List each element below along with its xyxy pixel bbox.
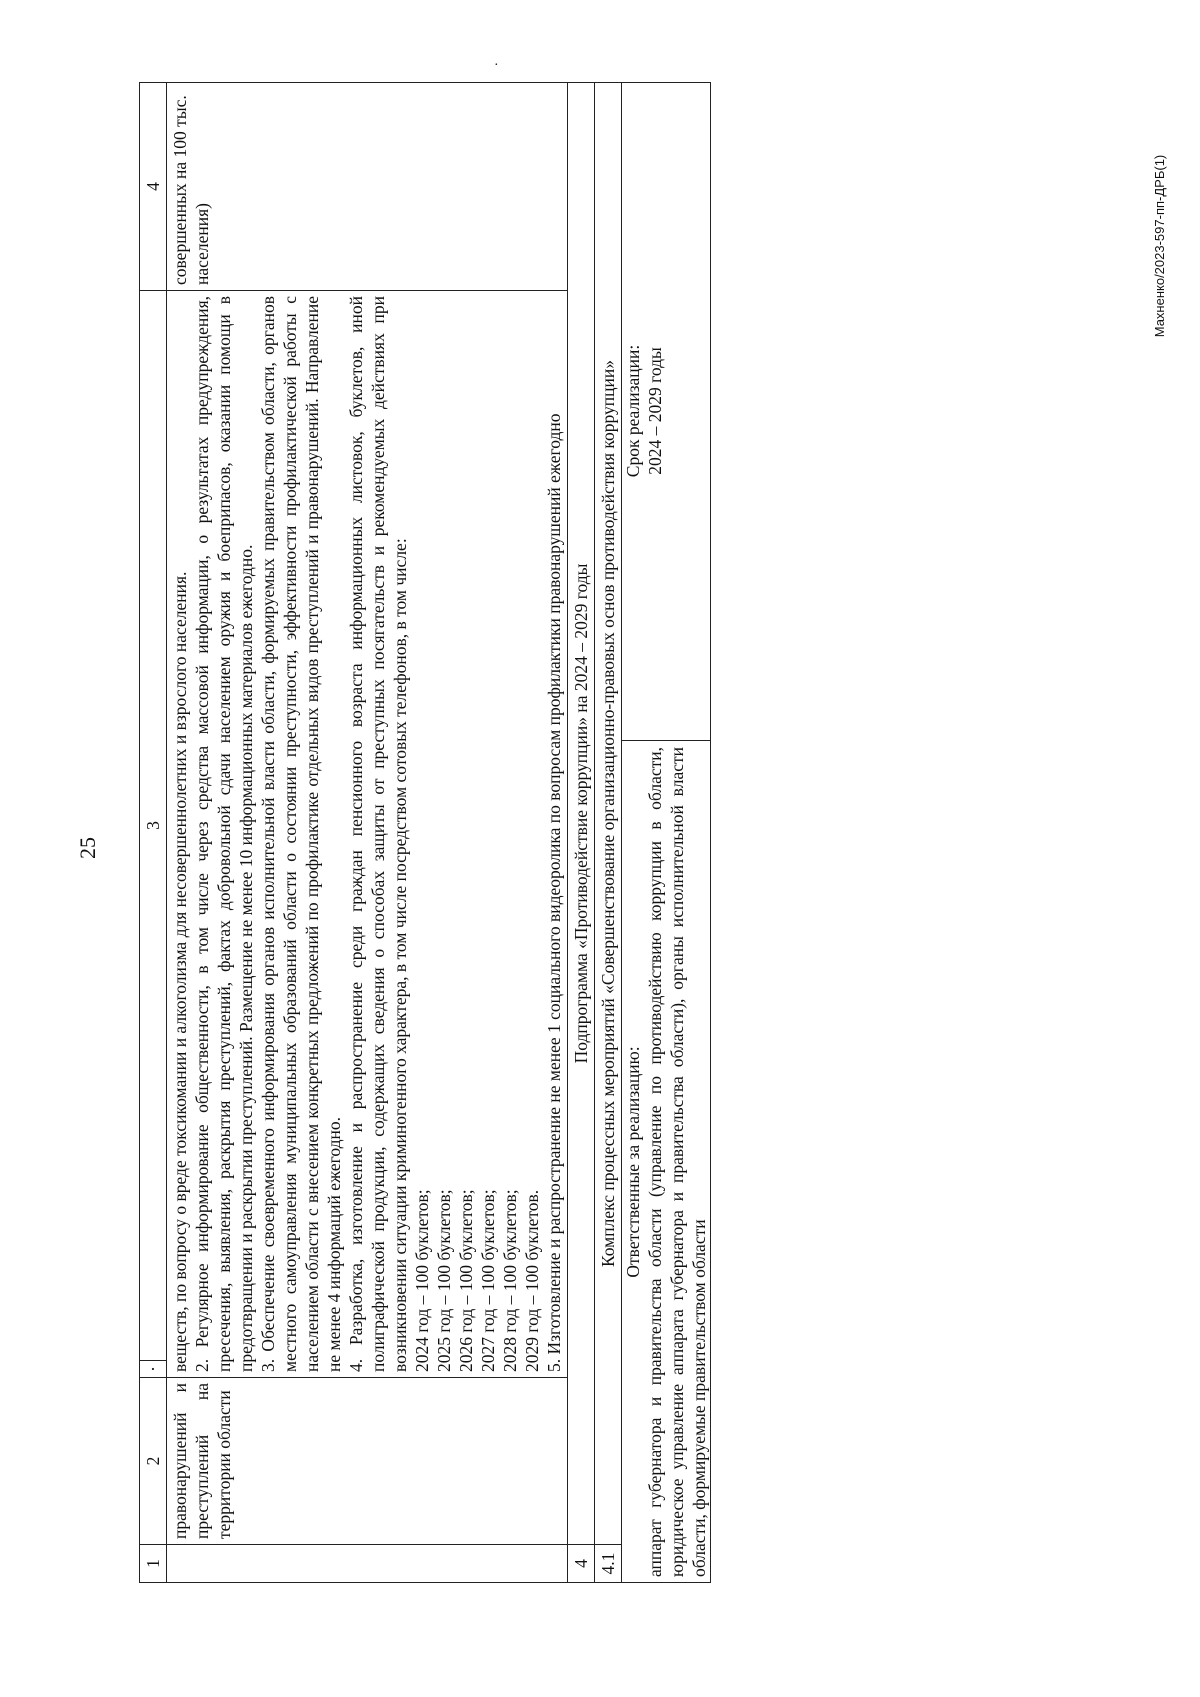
header-col-3: 3 <box>140 291 167 1361</box>
rotated-page <box>139 83 1069 1583</box>
header-col-2: 2 <box>140 1378 167 1545</box>
measure-paragraph: 4. Разработка, изготовление и распространение среди граждан пенсионного возраста информационных листовок, буклетов, иной полиграфической продукции, содержащих сведения о способах защиты от преступных посягательств и рекомендуемых действиях при возникновении ситуации криминогенного характера, в том числе посредством сотовых телефонов, в том числе: <box>346 296 410 1372</box>
header-col-4: 4 <box>140 83 167 291</box>
scan-dot: · <box>494 58 499 73</box>
cell-measures <box>167 291 568 1378</box>
subprogram-row <box>568 83 595 1583</box>
responsible-text: аппарат губернатора и правительства области (управление по противодействию коррупции в области, юридическое управление аппарата губернатора и правительства области), органы исполнительной власти области, формируемые правительством области <box>645 747 709 1577</box>
year-line: 2026 год – 100 буклетов; <box>456 1189 476 1372</box>
year-line: 2027 год – 100 буклетов; <box>478 1189 498 1372</box>
complex-title: Комплекс процессных мероприятий «Совершенствование организационно-правовых основ противодействия коррупции» <box>595 83 622 1545</box>
responsible-row <box>622 83 711 1583</box>
complex-number: 4.1 <box>595 1545 622 1583</box>
page-number: 25 <box>75 837 100 859</box>
table-row <box>167 83 568 1583</box>
subprogram-number: 4 <box>568 1545 595 1583</box>
year-line: 2024 год – 100 буклетов; <box>412 1189 432 1372</box>
year-line: 2025 год – 100 буклетов; <box>434 1189 454 1372</box>
cell-indicator: совершенных на 100 тыс. населения) <box>167 83 568 291</box>
measure-paragraph: 3. Обеспечение своевременного информирования органов исполнительной власти области, формируемых правительством области, органов местного самоуправления муниципальных образований области о состоянии преступности, эффективности профилактической работы с населением области с внесением конкретных предложений по профилактике отдельных видов преступлений и правонарушений. Направление не менее 4 информаций ежегодно. <box>258 296 344 1372</box>
header-col-1: 1 <box>140 1545 167 1583</box>
header-col-dot: · <box>140 1361 167 1378</box>
responsible-label: Ответственные за реализацию: <box>623 1046 643 1278</box>
cell-task-name: правонарушений и преступлений на территории области <box>167 1378 568 1545</box>
period-text: 2024 – 2029 годы <box>645 347 665 475</box>
table-header-row <box>140 83 167 1583</box>
period-label: Срок реализации: <box>623 344 643 478</box>
measures-table <box>139 82 711 1583</box>
responsible-block <box>622 740 710 1577</box>
year-line: 2028 год – 100 буклетов; <box>500 1189 520 1372</box>
subprogram-title: Подпрограмма «Противодействие коррупции» на 2024 – 2029 годы <box>568 83 595 1545</box>
responsible-cell <box>622 83 711 1583</box>
document-code: Махненко/2023-597-пп-ДРБ(1) <box>1152 154 1167 338</box>
measure-paragraph: 2. Регулярное информирование общественности, в том числе через средства массовой информации, о результатах предупреждения, пресечения, выявления, раскрытия преступлений, фактах добровольной сдачи населением оружия и боеприпасов, оказании помощи в предотвращении и раскрытии преступлений. Размещение не менее 10 информационных материалов ежегодно. <box>192 296 256 1372</box>
period-block <box>622 88 710 740</box>
cell-number <box>167 1545 568 1583</box>
year-line: 2029 год – 100 буклетов. <box>522 1189 542 1372</box>
measure-paragraph: 5. Изготовление и распространение не менее 1 социального видеоролика по вопросам профилактики правонарушений ежегодно <box>544 413 564 1372</box>
measure-paragraph: веществ, по вопросу о вреде токсикомании и алкоголизма для несовершеннолетних и взрослого населения. <box>170 571 190 1372</box>
complex-row <box>595 83 622 1583</box>
